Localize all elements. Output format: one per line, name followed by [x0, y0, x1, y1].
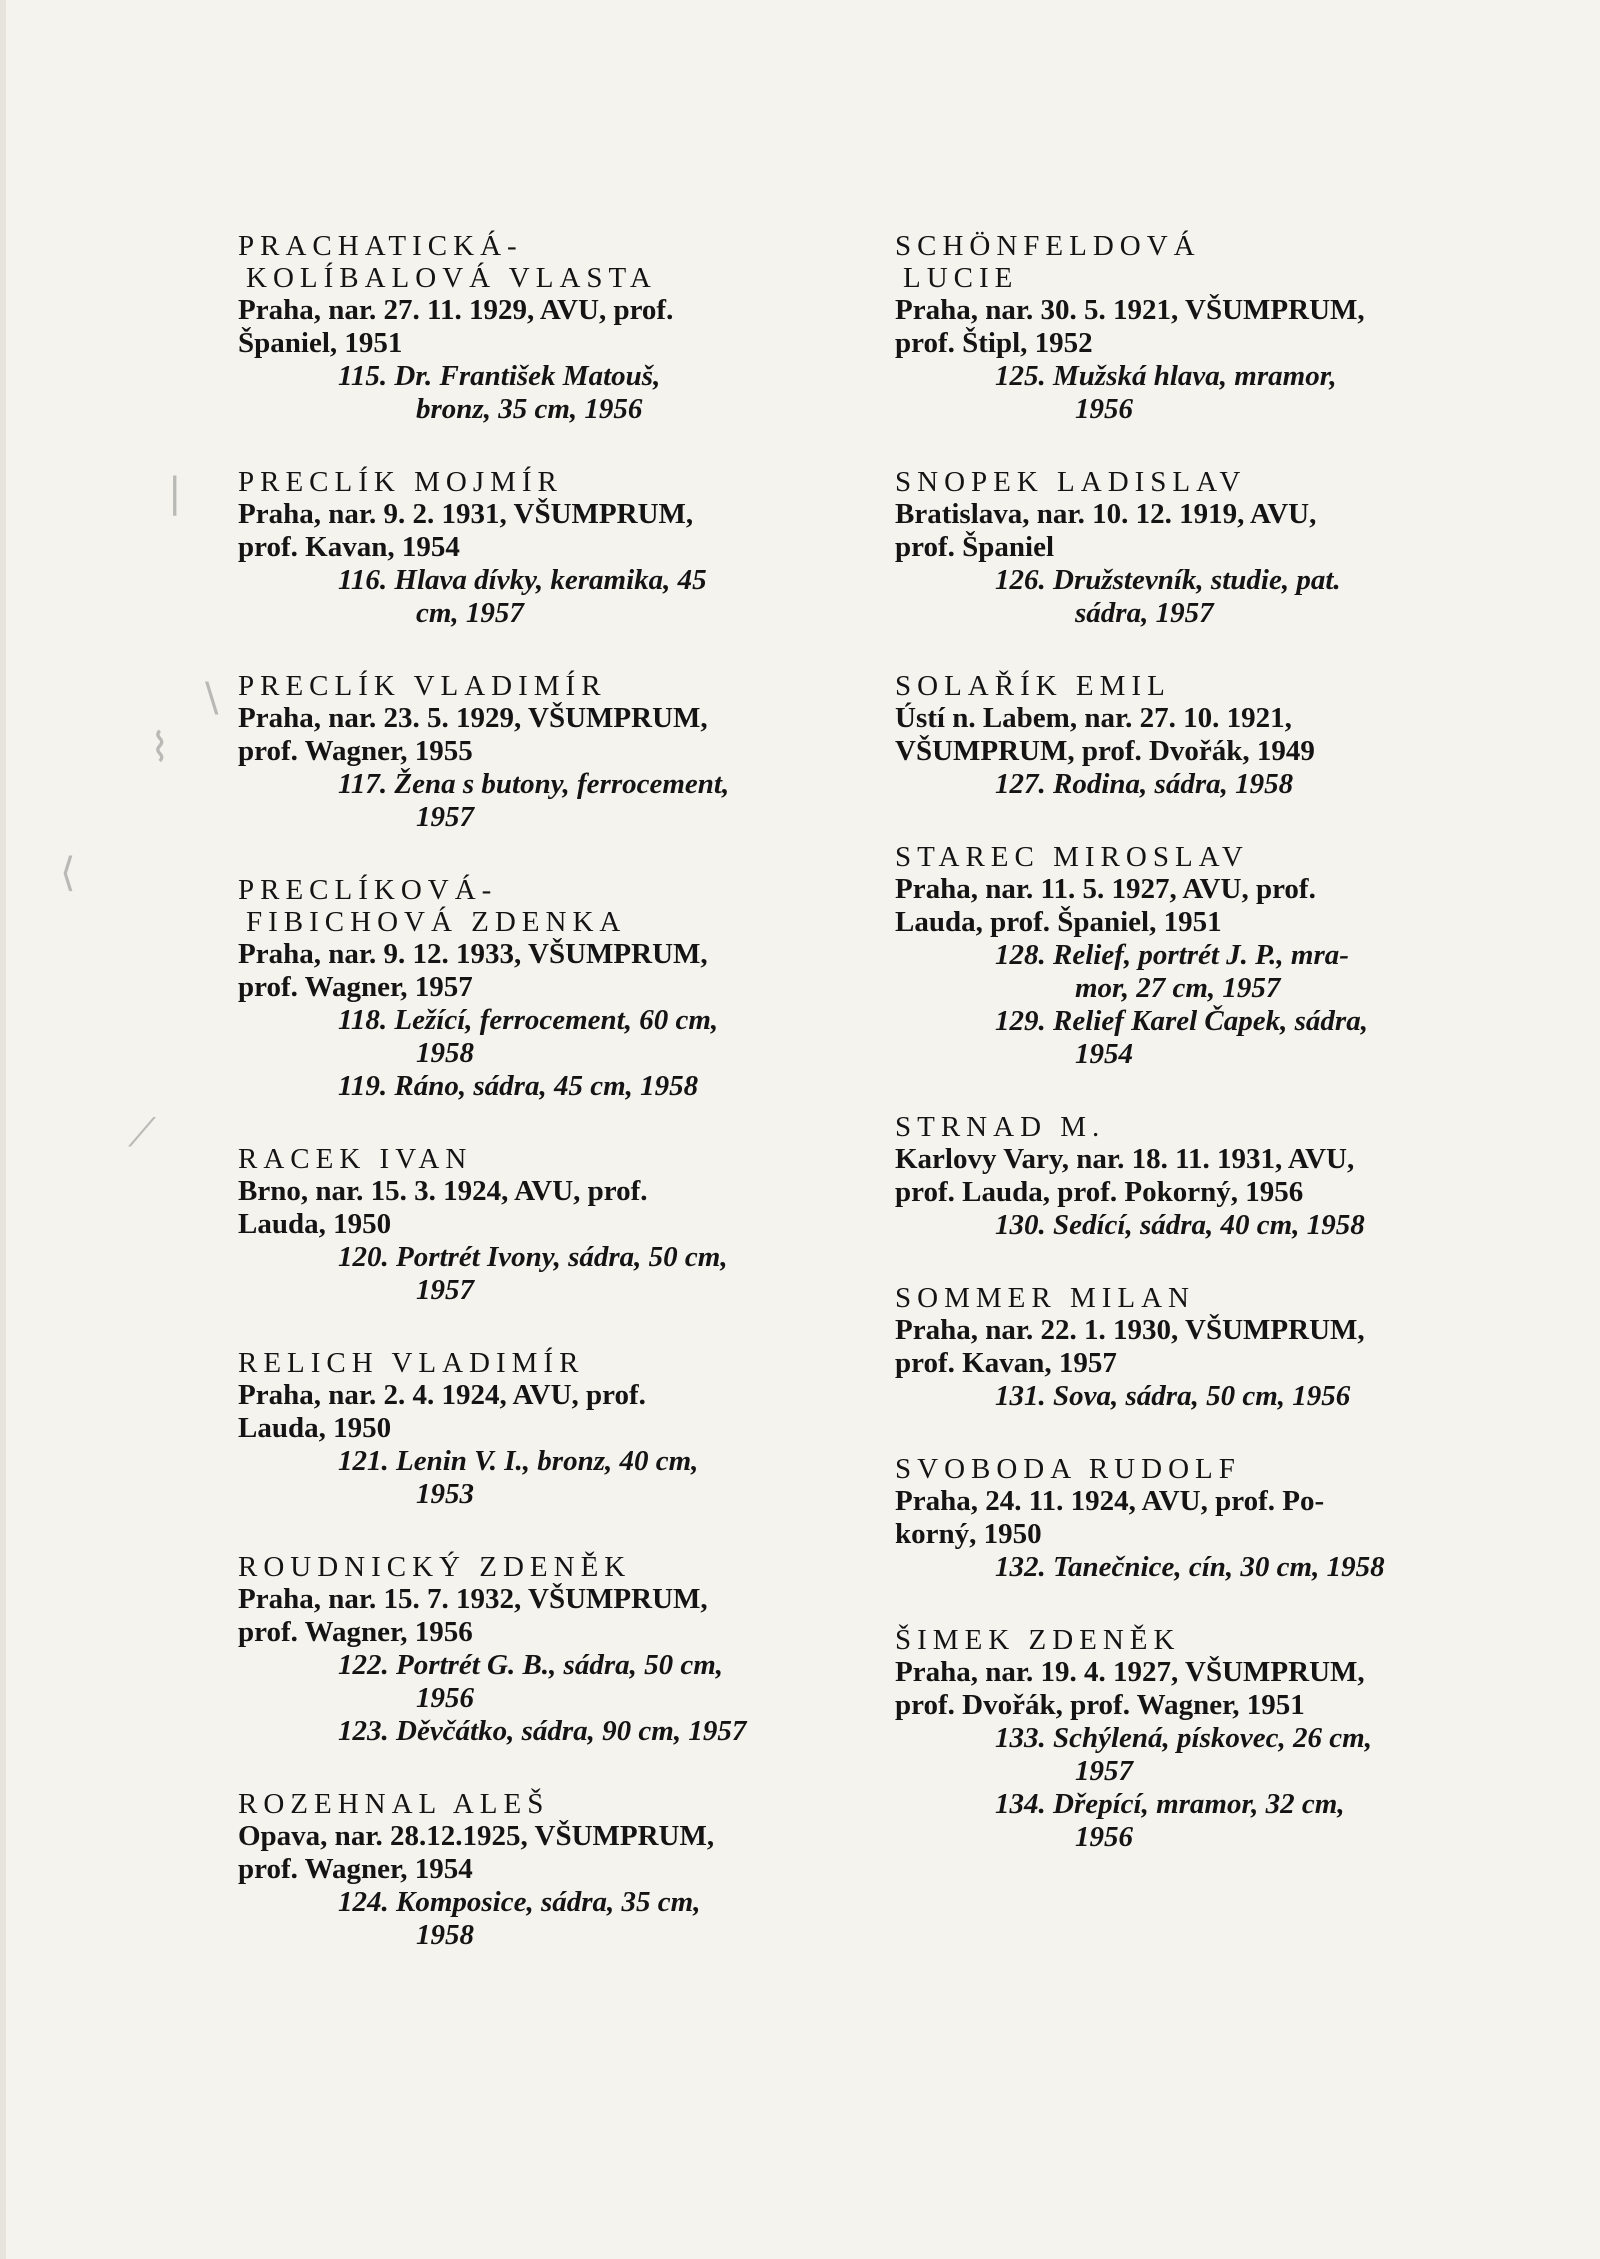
artwork-item — [238, 1715, 863, 1748]
artist-info-line: Praha, nar. 2. 4. 1924, AVU, prof. — [238, 1379, 646, 1411]
artist-info-line: Bratislava, nar. 10. 12. 1919, AVU, — [895, 498, 1317, 530]
artist-entry — [895, 1282, 1515, 1413]
artist-info-line: Praha, nar. 9. 12. 1933, VŠUMPRUM, — [238, 938, 708, 970]
artist-info-line: Karlovy Vary, nar. 18. 11. 1931, AVU, — [895, 1143, 1355, 1175]
artwork-line: 1958 — [416, 1037, 474, 1069]
artwork-line: cm, 1957 — [416, 597, 524, 629]
artist-info-line: Praha, nar. 27. 11. 1929, AVU, prof. — [238, 294, 674, 326]
artist-info-line: Lauda, 1950 — [238, 1412, 392, 1444]
artwork-item — [238, 1649, 863, 1715]
artist-name-line: STAREC MIROSLAV — [895, 841, 1249, 873]
artist-info — [238, 1583, 863, 1649]
artist-name-line: STRNAD M. — [895, 1111, 1106, 1143]
artist-info-line: Praha, nar. 23. 5. 1929, VŠUMPRUM, — [238, 702, 708, 734]
artist-info — [238, 938, 863, 1004]
artwork-line: 115. Dr. František Matouš, — [338, 360, 661, 392]
artist-info-line: prof. Wagner, 1955 — [238, 735, 473, 767]
artist-info — [895, 1143, 1515, 1209]
artwork-line: 1956 — [1075, 393, 1133, 425]
artist-name-line: RELICH VLADIMÍR — [238, 1347, 585, 1379]
artist-name-line: PRACHATICKÁ- — [238, 230, 523, 262]
artwork-item — [895, 939, 1515, 1005]
artwork-line: 123. Děvčátko, sádra, 90 cm, 1957 — [338, 1715, 747, 1747]
artist-name — [238, 466, 863, 498]
artist-info-line: Praha, nar. 9. 2. 1931, VŠUMPRUM, — [238, 498, 694, 530]
left-column — [238, 230, 863, 1992]
artwork-item — [238, 360, 863, 426]
artist-name-line: SOMMER MILAN — [895, 1282, 1195, 1314]
artist-info — [238, 498, 863, 564]
artist-entry — [238, 1347, 863, 1511]
artist-info-line: prof. Štipl, 1952 — [895, 327, 1093, 359]
artist-entry — [238, 670, 863, 834]
artwork-line: 118. Ležící, ferrocement, 60 cm, — [338, 1004, 719, 1036]
artwork-line: 134. Dřepící, mramor, 32 cm, — [995, 1788, 1345, 1820]
pencil-mark: ⟋ — [128, 1110, 156, 1156]
artist-info — [895, 873, 1515, 939]
artist-entry — [895, 466, 1515, 630]
artist-name-line: ŠIMEK ZDENĚK — [895, 1624, 1181, 1656]
artist-info — [238, 1379, 863, 1445]
artwork-line: 129. Relief Karel Čapek, sádra, — [995, 1005, 1368, 1037]
artist-name-line: ROZEHNAL ALEŠ — [238, 1788, 550, 1820]
artist-name — [895, 230, 1515, 294]
pencil-mark: \ — [205, 675, 219, 721]
artist-name — [895, 466, 1515, 498]
artwork-line: 128. Relief, portrét J. P., mra- — [995, 939, 1349, 971]
artist-entry — [895, 1624, 1515, 1854]
artist-name-line: PRECLÍKOVÁ- — [238, 874, 498, 906]
artwork-line: 1957 — [416, 1274, 474, 1306]
artist-info-line: Brno, nar. 15. 3. 1924, AVU, prof. — [238, 1175, 648, 1207]
artist-name-line: PRECLÍK VLADIMÍR — [238, 670, 607, 702]
artist-info — [895, 1485, 1515, 1551]
artwork-line: 1953 — [416, 1478, 474, 1510]
artist-info — [238, 294, 863, 360]
artist-info — [238, 1175, 863, 1241]
artwork-item — [238, 1004, 863, 1070]
artwork-item — [238, 1241, 863, 1307]
artist-name — [895, 841, 1515, 873]
artist-name — [895, 1111, 1515, 1143]
artist-name — [895, 1282, 1515, 1314]
artist-name-line: ROUDNICKÝ ZDENĚK — [238, 1551, 632, 1583]
artist-name-line: SVOBODA RUDOLF — [895, 1453, 1241, 1485]
artwork-line: 117. Žena s butony, ferrocement, — [338, 768, 730, 800]
page-edge — [0, 0, 6, 2259]
artist-entry — [895, 1111, 1515, 1242]
artwork-item — [238, 768, 863, 834]
artist-name-line: SCHÖNFELDOVÁ — [895, 230, 1201, 262]
pencil-mark: | — [168, 470, 182, 516]
artist-entry — [238, 466, 863, 630]
artist-entry — [238, 1788, 863, 1952]
artwork-line: 132. Tanečnice, cín, 30 cm, 1958 — [995, 1551, 1385, 1583]
right-column — [895, 230, 1515, 1894]
artist-info-line: prof. Španiel — [895, 531, 1055, 563]
artist-name — [238, 1347, 863, 1379]
artist-name-line: LUCIE — [903, 262, 1019, 294]
artist-info-line: prof. Kavan, 1957 — [895, 1347, 1117, 1379]
artwork-item — [895, 768, 1515, 801]
artwork-line: 131. Sova, sádra, 50 cm, 1956 — [995, 1380, 1351, 1412]
artwork-line: 1954 — [1075, 1038, 1133, 1070]
artist-info — [238, 1820, 863, 1886]
artwork-item — [895, 360, 1515, 426]
artist-info — [895, 294, 1515, 360]
artist-info-line: Lauda, 1950 — [238, 1208, 392, 1240]
artist-name-line: FIBICHOVÁ ZDENKA — [246, 906, 627, 938]
artist-info-line: Španiel, 1951 — [238, 327, 403, 359]
artist-entry — [895, 230, 1515, 426]
artwork-line: 1957 — [416, 801, 474, 833]
artwork-line: 124. Komposice, sádra, 35 cm, — [338, 1886, 701, 1918]
artist-name — [238, 670, 863, 702]
artwork-line: 121. Lenin V. I., bronz, 40 cm, — [338, 1445, 699, 1477]
artwork-item — [895, 1380, 1515, 1413]
artist-name — [895, 1453, 1515, 1485]
artwork-item — [238, 1886, 863, 1952]
artwork-item — [895, 1722, 1515, 1788]
artist-info — [238, 702, 863, 768]
artist-name — [238, 1143, 863, 1175]
artist-entry — [895, 670, 1515, 801]
artist-name-line: SNOPEK LADISLAV — [895, 466, 1247, 498]
artist-info-line: Praha, 24. 11. 1924, AVU, prof. Po- — [895, 1485, 1325, 1517]
artist-entry — [895, 841, 1515, 1071]
artist-info-line: Opava, nar. 28.12.1925, VŠUMPRUM, — [238, 1820, 715, 1852]
artist-name — [895, 1624, 1515, 1656]
artist-info-line: prof. Lauda, prof. Pokorný, 1956 — [895, 1176, 1304, 1208]
artwork-line: 125. Mužská hlava, mramor, — [995, 360, 1337, 392]
artwork-line: bronz, 35 cm, 1956 — [416, 393, 643, 425]
artwork-item — [895, 1005, 1515, 1071]
artist-name-line: RACEK IVAN — [238, 1143, 473, 1175]
artist-entry — [238, 1551, 863, 1748]
artwork-line: 1958 — [416, 1919, 474, 1951]
artist-info-line: prof. Wagner, 1957 — [238, 971, 473, 1003]
artist-name-line: PRECLÍK MOJMÍR — [238, 466, 563, 498]
artist-entry — [238, 230, 863, 426]
artist-info-line: Praha, nar. 11. 5. 1927, AVU, prof. — [895, 873, 1316, 905]
artist-info-line: Praha, nar. 19. 4. 1927, VŠUMPRUM, — [895, 1656, 1365, 1688]
artwork-line: sádra, 1957 — [1075, 597, 1214, 629]
artist-name-line: SOLAŘÍK EMIL — [895, 670, 1171, 702]
artwork-line: 1956 — [1075, 1821, 1133, 1853]
pencil-mark: ⌇ — [150, 725, 170, 771]
artwork-line: 1957 — [1075, 1755, 1133, 1787]
artwork-line: 130. Sedící, sádra, 40 cm, 1958 — [995, 1209, 1365, 1241]
artwork-item — [895, 564, 1515, 630]
artist-entry — [895, 1453, 1515, 1584]
artwork-item — [238, 564, 863, 630]
artist-info-line: Praha, nar. 22. 1. 1930, VŠUMPRUM, — [895, 1314, 1365, 1346]
artist-name — [238, 230, 863, 294]
artist-info-line: Ústí n. Labem, nar. 27. 10. 1921, — [895, 702, 1292, 734]
artist-info-line: prof. Dvořák, prof. Wagner, 1951 — [895, 1689, 1305, 1721]
artist-info-line: Praha, nar. 15. 7. 1932, VŠUMPRUM, — [238, 1583, 708, 1615]
artwork-line: 116. Hlava dívky, keramika, 45 — [338, 564, 707, 596]
artist-info — [895, 1314, 1515, 1380]
artist-entry — [238, 1143, 863, 1307]
artwork-item — [238, 1070, 863, 1103]
artist-info — [895, 1656, 1515, 1722]
artwork-line: 119. Ráno, sádra, 45 cm, 1958 — [338, 1070, 699, 1102]
artwork-item — [895, 1209, 1515, 1242]
artist-entry — [238, 874, 863, 1103]
artist-info-line: VŠUMPRUM, prof. Dvořák, 1949 — [895, 735, 1315, 767]
artist-info — [895, 702, 1515, 768]
artist-name — [238, 1788, 863, 1820]
artist-name — [238, 1551, 863, 1583]
artwork-line: 120. Portrét Ivony, sádra, 50 cm, — [338, 1241, 728, 1273]
artist-name-line: KOLÍBALOVÁ VLASTA — [246, 262, 657, 294]
artwork-line: 133. Schýlená, pískovec, 26 cm, — [995, 1722, 1372, 1754]
artist-info-line: prof. Wagner, 1956 — [238, 1616, 473, 1648]
artwork-line: 1956 — [416, 1682, 474, 1714]
artwork-line: 127. Rodina, sádra, 1958 — [995, 768, 1294, 800]
artist-name — [895, 670, 1515, 702]
artist-info-line: prof. Kavan, 1954 — [238, 531, 460, 563]
artist-name — [238, 874, 863, 938]
artwork-line: 122. Portrét G. B., sádra, 50 cm, — [338, 1649, 724, 1681]
artwork-item — [895, 1551, 1515, 1584]
artwork-line: 126. Družstevník, studie, pat. — [995, 564, 1341, 596]
artist-info-line: Praha, nar. 30. 5. 1921, VŠUMPRUM, — [895, 294, 1365, 326]
artist-info-line: korný, 1950 — [895, 1518, 1042, 1550]
pencil-mark: ⟨ — [60, 850, 76, 896]
artwork-item — [895, 1788, 1515, 1854]
artwork-line: mor, 27 cm, 1957 — [1075, 972, 1281, 1004]
artist-info-line: Lauda, prof. Španiel, 1951 — [895, 906, 1222, 938]
artwork-item — [238, 1445, 863, 1511]
artist-info-line: prof. Wagner, 1954 — [238, 1853, 473, 1885]
artist-info — [895, 498, 1515, 564]
